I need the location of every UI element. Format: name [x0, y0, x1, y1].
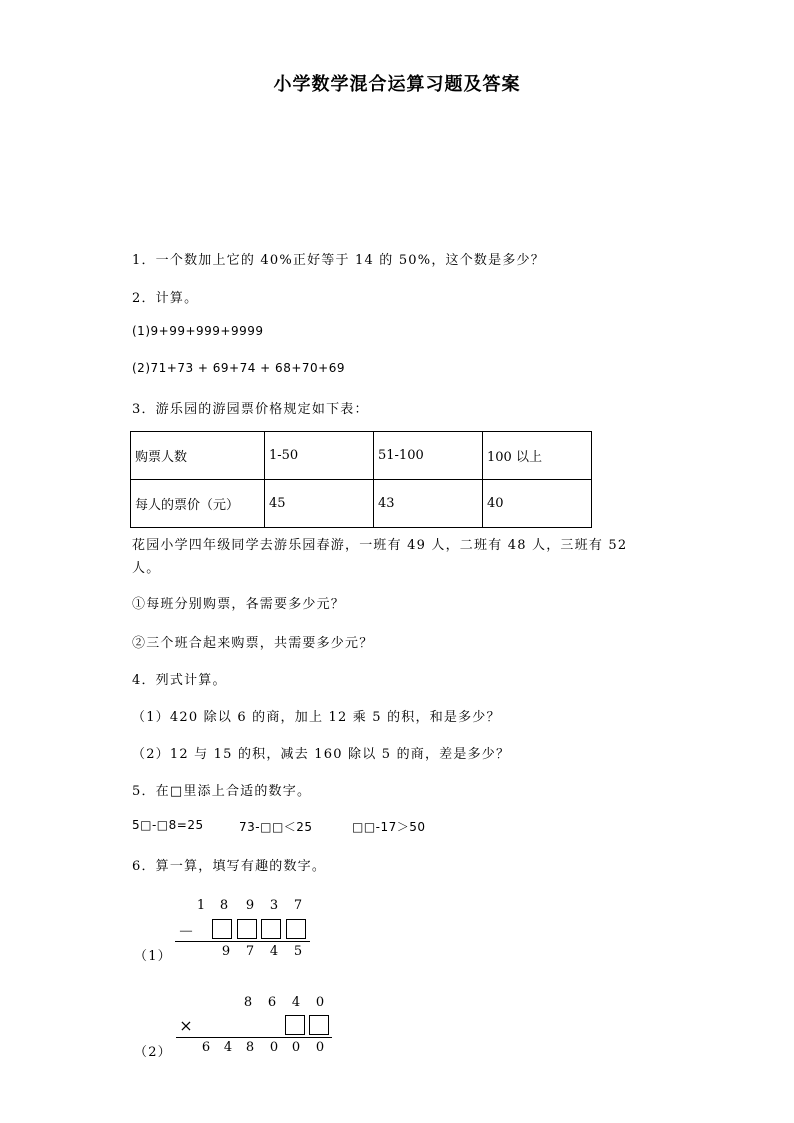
- table-row: [131, 432, 592, 480]
- table-cell: 45: [265, 480, 374, 528]
- question-5: 5．在□里添上合适的数字。: [132, 784, 312, 799]
- question-4-part-1: （1）420 除以 6 的商，加上 12 乘 5 的积，和是多少？: [132, 710, 501, 725]
- digit: 8: [243, 995, 253, 1010]
- question-4: 4．列式计算。: [132, 673, 227, 688]
- table-row: [131, 480, 592, 528]
- page-title: 小学数学混合运算习题及答案: [273, 74, 521, 95]
- question-5-item: 5□-□8=25: [132, 818, 204, 832]
- digit: 0: [291, 1040, 301, 1055]
- question-3-text-cont: 人。: [132, 561, 161, 576]
- digit: 0: [315, 1040, 325, 1055]
- digit: 6: [267, 995, 277, 1010]
- blank-box[interactable]: [212, 919, 232, 939]
- table-cell: 43: [374, 480, 483, 528]
- table-cell: 1-50: [265, 432, 374, 480]
- question-3-part-b: ②三个班合起来购票，共需要多少元？: [132, 636, 374, 651]
- question-1: 1．一个数加上它的 40%正好等于 14 的 50%，这个数是多少？: [132, 253, 545, 268]
- digit: 4: [269, 944, 279, 959]
- blank-box[interactable]: [286, 919, 306, 939]
- question-3-part-a: ①每班分别购票，各需要多少元？: [132, 597, 346, 612]
- digit: 0: [315, 995, 325, 1010]
- question-5-item: 73-□□＜25: [239, 820, 313, 834]
- blank-box[interactable]: [261, 919, 281, 939]
- blank-box[interactable]: [237, 919, 257, 939]
- digit: 6: [201, 1040, 211, 1055]
- table-cell: 51-100: [374, 432, 483, 480]
- question-2-part-1: (1)9+99+999+9999: [132, 324, 264, 338]
- digit: 5: [293, 944, 303, 959]
- digit: 0: [269, 1040, 279, 1055]
- digit: 9: [221, 944, 231, 959]
- question-3: 3．游乐园的游园票价格规定如下表：: [132, 402, 369, 417]
- times-sign: ×: [179, 1016, 193, 1035]
- blank-box[interactable]: [309, 1015, 329, 1035]
- question-2-part-2: (2)71+73 + 69+74 + 68+70+69: [132, 361, 345, 375]
- digit: 8: [219, 898, 229, 913]
- table-cell: 40: [483, 480, 592, 528]
- digit: 3: [269, 898, 279, 913]
- question-5-item: □□-17＞50: [352, 820, 426, 834]
- minus-sign: －: [178, 922, 195, 941]
- ticket-price-table: [130, 431, 592, 528]
- question-3-text: 花园小学四年级同学去游乐园春游，一班有 49 人，二班有 48 人，三班有 52: [132, 538, 628, 553]
- table-cell: 购票人数: [131, 432, 265, 480]
- product-line: [176, 1037, 332, 1038]
- table-cell: 每人的票价（元）: [131, 480, 265, 528]
- digit: 9: [245, 898, 255, 913]
- problem-label: （2）: [134, 1045, 172, 1060]
- sum-line: [175, 941, 310, 942]
- digit: 7: [293, 898, 303, 913]
- question-4-part-2: （2）12 与 15 的积，减去 160 除以 5 的商，差是多少？: [132, 747, 511, 762]
- blank-box[interactable]: [285, 1015, 305, 1035]
- problem-label: （1）: [134, 949, 172, 964]
- table-cell: 100 以上: [483, 432, 592, 480]
- digit: 4: [223, 1040, 233, 1055]
- question-6: 6．算一算，填写有趣的数字。: [132, 859, 327, 874]
- digit: 7: [245, 944, 255, 959]
- digit: 1: [196, 898, 206, 913]
- digit: 4: [291, 995, 301, 1010]
- digit: 8: [245, 1040, 255, 1055]
- question-2: 2．计算。: [132, 291, 199, 306]
